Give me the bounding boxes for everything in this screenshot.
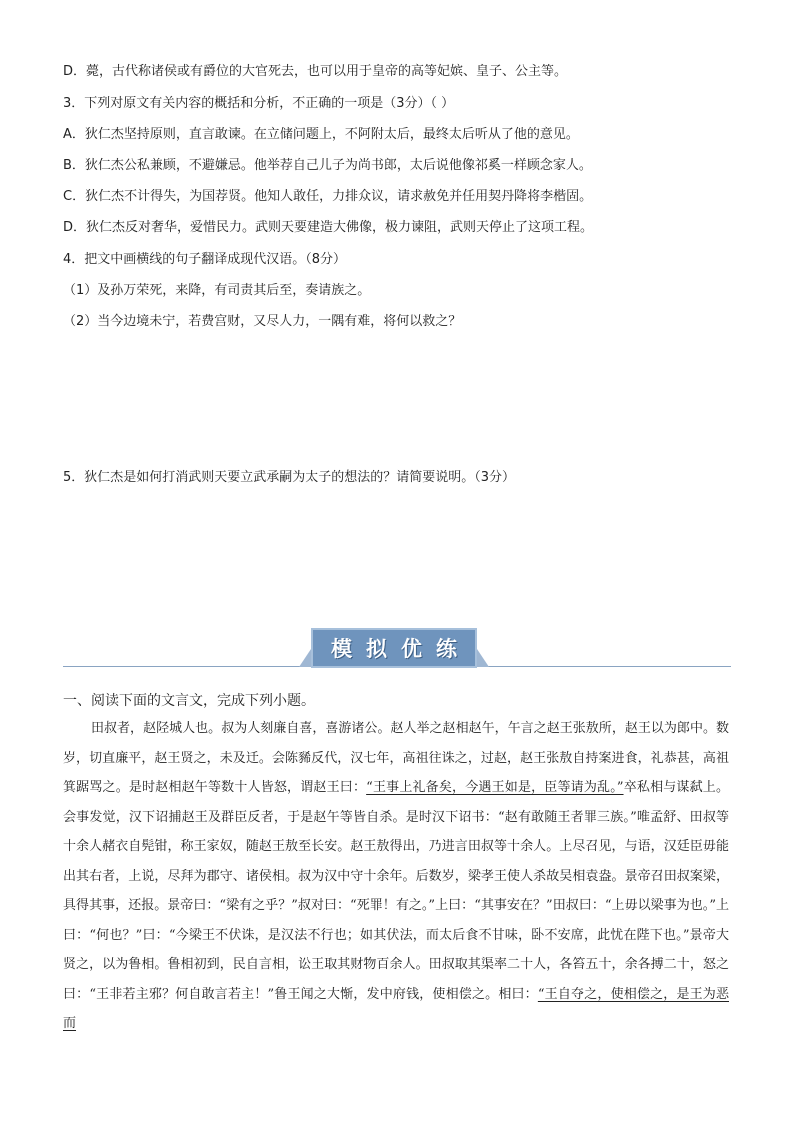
question-4-item-1: （1）及孙万荣死，来降，有司责其后至，奏请族之。 (63, 283, 371, 298)
banner-title: 模拟优练 (331, 636, 471, 661)
section-banner (311, 628, 477, 668)
option-d-prev: D．薨，古代称诸侯或有爵位的大官死去，也可以用于皇帝的高等妃嫔、皇子、公主等。 (63, 64, 568, 79)
underlined-sentence-2: “王自夺之，使相偿之，是王为恶而 (63, 986, 729, 1031)
question-3-option-c: C．狄仁杰不计得失，为国荐贤。他知人敢任，力排众议，请求赦免并任用契丹降将李楷固。 (63, 189, 593, 204)
passage-text-1: 田叔者，赵陉城人也。叔为人刻廉自喜，喜游诸公。赵人举之赵相赵午，午言之赵王张敖所，赵王以为郎中。数岁，切直廉平，赵王贤之，未及迁。会陈豨反代，汉七年，高祖往诛之，过赵，赵王张敖自持案进食，礼恭甚，高祖箕踞骂之。是时赵相赵午等数十人皆怒，谓赵王曰： (63, 721, 729, 795)
question-4-item-2: （2）当今边境未宁，若费宫财，又尽人力，一隅有难，将何以救之？ (63, 314, 462, 329)
classical-passage (63, 714, 729, 1039)
question-3-stem: 3．下列对原文有关内容的概括和分析，不正确的一项是（3分）（ ） (63, 96, 455, 111)
section-header (63, 622, 731, 678)
banner-right-ribbon (475, 646, 489, 667)
question-4-stem: 4．把文中画横线的句子翻译成现代汉语。（8分） (63, 252, 347, 267)
passage-paragraph (63, 714, 729, 1039)
question-3-option-a: A．狄仁杰坚持原则，直言敢谏。在立储问题上，不阿附太后，最终太后听从了他的意见。 (63, 127, 579, 142)
section-title: 一、阅读下面的文言文，完成下列小题。 (63, 693, 315, 709)
question-5-stem: 5．狄仁杰是如何打消武则天要立武承嗣为太子的想法的？请简要说明。（3分） (63, 470, 516, 485)
underlined-sentence-1: “王事上礼备矣，今遇王如是，臣等请为乱。” (366, 780, 624, 795)
question-3-option-b: B．狄仁杰公私兼顾，不避嫌忌。他举荐自己儿子为尚书郎，太后说他像祁奚一样顾念家人。 (63, 158, 592, 173)
question-3-option-d: D．狄仁杰反对奢华，爱惜民力。武则天要建造大佛像，极力谏阻，武则天停止了这项工程。 (63, 220, 594, 235)
passage-text-2: 卒私相与谋弑上。会事发觉，汉下诏捕赵王及群臣反者，于是赵午等皆自杀。是时汉下诏书：“赵有敢随王者罪三族。”唯孟舒、田叔等十余人赭衣自髡钳，称王家奴，随赵王敖至长安。赵王敖得出，乃进言田叔等十余人。上尽召见，与语，汉廷臣毋能出其右者，上说，尽拜为郡守、诸侯相。叔为汉中守十余年。后数岁，梁孝王使人杀故吴相袁盎。景帝召田叔案梁，具得其事，还报。景帝曰：“梁有之乎？”叔对曰：“死罪！有之。”上曰：“其事安在？”田叔曰：“上毋以梁事为也。”上曰：“何也？”曰：“今梁王不伏诛，是汉法不行也；如其伏法，而太后食不甘味，卧不安席，此忧在陛下也。”景帝大贤之，以为鲁相。鲁相初到，民自言相，讼王取其财物百余人。田叔取其渠率二十人，各笞五十，余各搏二十，怒之曰：“王非若主邪？何自敢言若主！”鲁王闻之大惭，发中府钱，使相偿之。相曰： (63, 780, 729, 1002)
